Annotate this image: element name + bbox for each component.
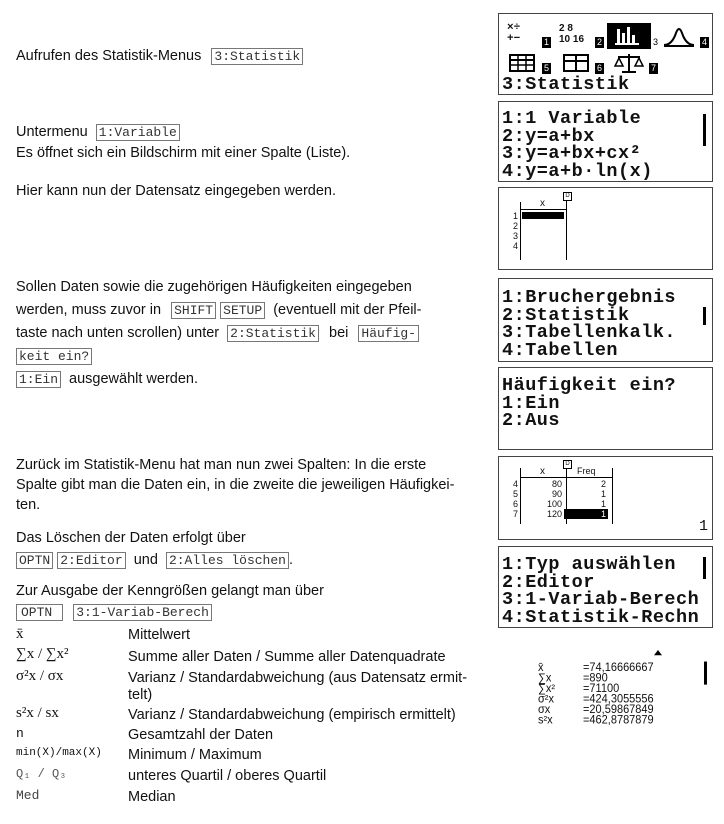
text-line: bei [329, 325, 349, 341]
menu-item: 4:Statistik-Rechn [502, 606, 700, 628]
spreadsheet-icon [509, 54, 535, 72]
text-line: werden, muss zuvor in [16, 302, 162, 318]
row-number: 3 [513, 231, 519, 241]
grid-line [520, 477, 613, 478]
row-numbers [513, 211, 518, 251]
text-line: ten. [16, 497, 41, 513]
text-line: Spalte gibt man die Daten ein, in die zweite die jeweiligen Häufigkei- [16, 477, 455, 493]
legend-symbol: Q₁ / Q₃ [16, 767, 67, 781]
legend-desc: unteres Quartil / oberes Quartil [128, 768, 327, 784]
key-alles-loeschen: 2:Alles löschen [166, 552, 289, 569]
screen-results [530, 653, 720, 732]
section-loeschen [16, 527, 293, 572]
legend-symbol: x̄ [16, 626, 24, 642]
key-1-variable: 1:Variable [96, 124, 180, 141]
menu-item: 2:Editor [502, 571, 595, 593]
legend-desc: Varianz / Standardabweichung (empirisch ermittelt) [128, 707, 456, 723]
legend-desc: Minimum / Maximum [128, 747, 262, 763]
result-row: ∑x =890 [538, 672, 608, 685]
menu-icon-base: 2 8 10 16 [559, 23, 585, 45]
grid-line [520, 209, 567, 210]
column-header-freq: Freq [577, 466, 596, 476]
menu-item: 4:y=a+b·ln(x) [502, 160, 653, 182]
screen-haeufigkeit [498, 367, 713, 450]
text-datensatz: Hier kann nun der Datensatz eingegeben werden. [16, 183, 337, 199]
legend-desc: Summe aller Daten / Summe aller Datenquadrate [128, 649, 446, 665]
menu-num-5: 5 [543, 63, 549, 73]
section-kenngroessen [16, 581, 324, 623]
column-header-x: x [540, 466, 545, 477]
key-2-statistik: 2:Statistik [227, 325, 319, 342]
menu-icon-statistik-selected [607, 23, 651, 49]
menu-item: 4:Tabellen [502, 339, 619, 361]
text-line: Das Löschen der Daten erfolgt über [16, 530, 246, 546]
legend-symbol: ∑x / ∑x² [16, 646, 69, 662]
row-number: 1 [513, 211, 519, 221]
menu-num-2: 2 [596, 37, 602, 47]
result-row: σx =20,59867849 [538, 703, 654, 717]
legend-desc: Gesamtzahl der Daten [128, 727, 274, 743]
key-setup: SETUP [220, 302, 265, 319]
result-list [538, 663, 654, 726]
result-row: σ²x =424,3055556 [538, 693, 654, 706]
key-optn: OPTN [16, 552, 53, 569]
text-spalte: Es öffnet sich ein Bildschirm mit einer Spalte (Liste). [16, 145, 351, 161]
key-keit-ein: keit ein? [16, 348, 92, 365]
text-line: (eventuell mit der Pfeil- [273, 302, 422, 318]
text-und: und [133, 552, 158, 568]
section-zwei-spalten [16, 455, 486, 515]
menu-num-1: 1 [543, 37, 549, 47]
menu-item: 3:y=a+bx+cx² [502, 143, 642, 164]
row-number: 4 [513, 241, 519, 251]
key-1-variab-berech: 3:1-Variab-Berech [73, 604, 212, 621]
section-untermenu [16, 122, 350, 164]
result-row: x̄ =74,16666667 [538, 661, 654, 675]
bar-chart-icon [607, 23, 651, 49]
table-row: 7 120 1 [513, 509, 607, 519]
cursor-value: 1 [698, 518, 708, 535]
screen-optn [498, 546, 713, 628]
key-1-ein: 1:Ein [16, 371, 61, 388]
row-number: 2 [513, 221, 519, 231]
key-shift: SHIFT [171, 302, 216, 319]
menu-item: 1:Ein [502, 392, 561, 414]
menu-title: 3:Statistik [502, 74, 630, 95]
table-row: 5 90 1 [513, 489, 607, 499]
up-arrow-icon [654, 650, 662, 655]
scrollbar [703, 307, 706, 325]
legend-symbol: n [16, 726, 24, 741]
menu-item: 1:Typ auswählen [502, 554, 677, 575]
balance-icon [614, 52, 644, 74]
menu-num-4: 4 [701, 37, 707, 47]
scrollbar [704, 662, 707, 685]
text-aufrufen: Aufrufen des Statistik-Menus [16, 48, 202, 64]
grid-line [520, 202, 521, 260]
section-haeufigkeit [16, 276, 421, 391]
scrollbar [703, 114, 706, 146]
legend-desc: Varianz / Standardabweichung (aus Datensatz ermit- [128, 670, 468, 686]
legend-desc: Mittelwert [128, 627, 191, 643]
key-haeufig: Häufig- [358, 325, 419, 342]
screen-submenu [498, 101, 713, 182]
mode-mark: D [563, 192, 572, 201]
key-3-statistik: 3:Statistik [211, 48, 303, 65]
screen-setup [498, 278, 713, 362]
column-header: x [540, 198, 545, 209]
menu-item: 1:1 Variable [502, 108, 642, 129]
data-table [511, 479, 608, 519]
cell-cursor [522, 212, 564, 219]
mode-mark: D [563, 460, 572, 469]
text-dot: . [288, 552, 293, 568]
menu-item: 2:y=a+bx [502, 125, 595, 147]
legend-desc: telt) [128, 687, 153, 703]
menu-title: Häufigkeit ein? [502, 375, 677, 396]
scrollbar [703, 557, 706, 579]
result-row: ∑x² =71100 [538, 682, 620, 696]
menu-num-3: 3 [652, 37, 658, 47]
section-statistik-menu [16, 46, 303, 67]
key-2-editor: 2:Editor [57, 552, 125, 569]
legend-symbol: σ²x / σx [16, 668, 64, 684]
legend-symbol: min(X)/max(X) [16, 747, 102, 759]
table-row: 4 80 2 [513, 479, 607, 489]
legend-desc: Median [128, 789, 176, 805]
menu-icon-calc: ×÷ +− [507, 22, 521, 45]
table-row: 6 100 1 [513, 499, 607, 509]
text-line: Zurück im Statistik-Menu hat man nun zwei Spalten: In die erste [16, 457, 427, 473]
menu-num-7: 7 [650, 63, 656, 73]
screen-main-menu [498, 13, 713, 95]
text-line: Zur Ausgabe der Kenngrößen gelangt man über [16, 583, 324, 599]
key-optn: OPTN [16, 604, 63, 621]
menu-num-6: 6 [596, 63, 602, 73]
screen-list-input [498, 187, 713, 270]
text-line: taste nach unten scrollen) unter [16, 325, 220, 341]
menu-item: 1:Bruchergebnis [502, 287, 677, 308]
legend-symbol: s²x / sx [16, 705, 59, 721]
text-untermenu: Untermenu [16, 124, 88, 140]
menu-item: 3:1-Variab-Berech [502, 589, 700, 610]
screen-list-freq [498, 456, 713, 540]
legend-symbol: Med [16, 788, 40, 803]
text-line: Sollen Daten sowie die zugehörigen Häufigkeiten eingegeben [16, 279, 412, 295]
text-line: ausgewählt werden. [69, 371, 199, 387]
table-icon [563, 54, 589, 72]
menu-item: 3:Tabellenkalk. [502, 322, 677, 343]
menu-item: 2:Statistik [502, 304, 630, 326]
menu-item: 2:Aus [502, 410, 561, 431]
distribution-icon [662, 23, 696, 49]
result-row: s²x =462,8787879 [538, 714, 654, 727]
